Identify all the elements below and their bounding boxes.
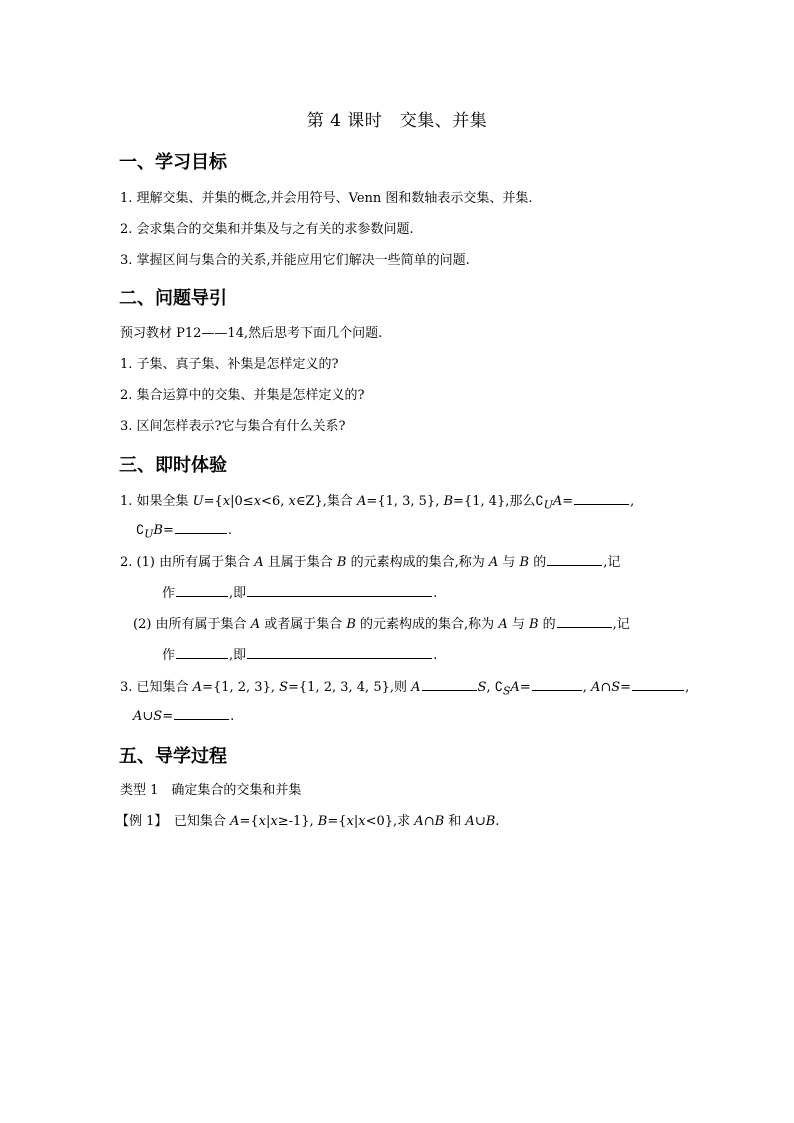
goal-item: 1. 理解交集、并集的概念,并会用符号、Venn 图和数轴表示交集、并集.: [120, 191, 533, 206]
guide-intro: 预习教材 P12——14,然后思考下面几个问题.: [120, 326, 383, 341]
exercise-3-line-2: A∪S= .: [133, 709, 235, 724]
answer-blank[interactable]: [174, 707, 229, 720]
exercise-2-1-line-1: 2. (1) 由所有属于集合 A 且属于集合 B 的元素构成的集合,称为 A 与 B 的 ,记: [120, 555, 621, 570]
answer-blank[interactable]: [632, 678, 684, 691]
answer-blank[interactable]: [247, 584, 432, 597]
exercise-3-line-1: 3. 已知集合 A={1, 2, 3}, S={1, 2, 3, 4, 5},则 A S, $∁_SA=$ , A∩S= ,: [120, 680, 690, 698]
page-title: 第 4 课时 交集、并集: [306, 111, 488, 131]
section-heading-goals: 一、学习目标: [119, 152, 227, 173]
answer-blank[interactable]: [532, 678, 582, 691]
guide-question: 1. 子集、真子集、补集是怎样定义的?: [120, 357, 339, 372]
answer-blank[interactable]: [422, 678, 477, 691]
exercise-2-2-line-2: 作 ,即 .: [162, 648, 438, 663]
section-heading-process: 五、导学过程: [119, 746, 227, 767]
exercise-2-1-line-2: 作 ,即 .: [162, 586, 438, 601]
exercise-1-line-2: $∁_UB=$ .: [136, 523, 233, 541]
answer-blank[interactable]: [175, 521, 227, 534]
answer-blank[interactable]: [574, 492, 629, 505]
section-heading-guide: 二、问题导引: [119, 288, 227, 309]
answer-blank[interactable]: [557, 615, 612, 628]
example-1: 【例 1】 已知集合 A={x|x≥-1}, B={x|x<0},求 A∩B 和 A∪B.: [116, 814, 500, 829]
answer-blank[interactable]: [247, 646, 432, 659]
answer-blank[interactable]: [547, 553, 602, 566]
answer-blank[interactable]: [176, 646, 228, 659]
guide-question: 3. 区间怎样表示?它与集合有什么关系?: [120, 419, 346, 434]
goal-item: 2. 会求集合的交集和并集及与之有关的求参数问题.: [120, 222, 414, 237]
answer-blank[interactable]: [176, 584, 228, 597]
type-heading: 类型 1 确定集合的交集和并集: [120, 783, 302, 798]
goal-item: 3. 掌握区间与集合的关系,并能应用它们解决一些简单的问题.: [120, 253, 470, 268]
guide-question: 2. 集合运算中的交集、并集是怎样定义的?: [120, 388, 365, 403]
exercise-2-2-line-1: (2) 由所有属于集合 A 或者属于集合 B 的元素构成的集合,称为 A 与 B 的 ,记: [133, 617, 630, 632]
section-heading-experience: 三、即时体验: [119, 455, 227, 476]
exercise-1-line-1: 1. 如果全集 U={x|0≤x<6, x∈Z},集合 A={1, 3, 5}, B={1, 4},那么$∁_UA=$ ,: [120, 494, 635, 512]
